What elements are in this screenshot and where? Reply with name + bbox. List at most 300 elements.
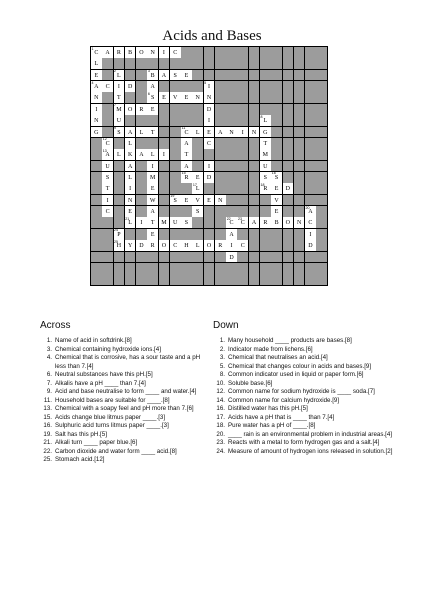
clue-text: Common name for sodium hydroxide is ____ soda.[7]	[228, 388, 375, 395]
cell-letter: E	[150, 231, 155, 238]
clue-text: Acid and base neutralise to form ____ and water.[4]	[55, 388, 197, 395]
blocked-cell	[294, 104, 305, 115]
grid-cell	[204, 161, 215, 172]
blocked-cell	[305, 138, 316, 149]
blocked-cell	[215, 206, 226, 217]
cell-letter: M	[149, 174, 156, 181]
cell-letter: O	[285, 220, 291, 227]
grid-cell	[102, 183, 113, 194]
blocked-cell	[226, 195, 237, 206]
blocked-cell	[283, 252, 294, 263]
grid-cell	[181, 195, 192, 206]
blocked-cell	[170, 252, 181, 263]
blocked-cell	[305, 70, 316, 81]
clue-text: ____ rain is an environmental problem in industrial areas.[4]	[228, 430, 393, 438]
grid-cell	[159, 240, 170, 251]
blocked-cell	[249, 115, 263, 126]
grid-cell	[204, 240, 215, 251]
grid-cell	[114, 47, 125, 58]
blocked-cell	[215, 70, 226, 81]
grid-cell	[215, 195, 226, 206]
clue-num: 14.	[216, 396, 225, 404]
blocked-cell	[316, 217, 327, 228]
cell-letter: A	[308, 209, 313, 216]
across-clue	[40, 422, 210, 431]
clue-number: 25	[114, 240, 119, 244]
blocked-cell	[170, 229, 181, 240]
clue-num: 5.	[219, 362, 225, 370]
across-clues	[40, 320, 210, 465]
grid-cell	[260, 115, 271, 126]
blocked-cell	[305, 274, 316, 285]
cell-letter: C	[105, 84, 110, 91]
blocked-cell	[305, 252, 316, 263]
blocked-cell	[226, 206, 237, 217]
blocked-cell	[125, 70, 136, 81]
cell-letter: R	[116, 50, 121, 56]
blocked-cell	[181, 206, 192, 217]
cell-letter: S	[173, 197, 177, 204]
blocked-cell	[170, 172, 181, 183]
blocked-cell	[215, 149, 226, 160]
blocked-cell	[91, 229, 102, 240]
blocked-cell	[102, 58, 113, 69]
blocked-cell	[170, 274, 181, 285]
blocked-cell	[170, 104, 181, 115]
grid-cell	[114, 149, 125, 160]
blocked-cell	[125, 229, 136, 240]
blocked-cell	[226, 47, 237, 58]
grid-cell	[170, 47, 181, 58]
blocked-cell	[136, 81, 147, 92]
grid-cell	[91, 92, 102, 103]
grid-cell	[271, 195, 282, 206]
blocked-cell	[91, 206, 102, 217]
blocked-cell	[91, 252, 102, 263]
blocked-cell	[316, 92, 327, 103]
grid-cell	[125, 138, 136, 149]
clue-num: 3.	[46, 345, 52, 353]
cell-letter: N	[251, 129, 257, 136]
down-clues	[213, 320, 393, 456]
blocked-cell	[102, 229, 113, 240]
cell-letter: L	[195, 243, 200, 250]
cell-letter: S	[117, 129, 121, 136]
grid-cell	[91, 47, 102, 58]
blocked-cell	[114, 183, 125, 194]
blocked-cell	[125, 92, 136, 103]
blocked-cell	[136, 70, 147, 81]
cell-letter: T	[263, 140, 268, 147]
grid-cell	[147, 217, 158, 228]
cell-letter: M	[161, 220, 167, 227]
blocked-cell	[159, 104, 170, 115]
blocked-cell	[226, 274, 237, 285]
cell-letter: A	[150, 84, 155, 91]
across-clue	[40, 371, 210, 380]
grid-cell	[114, 127, 125, 138]
cell-letter: E	[207, 129, 211, 136]
clue-number: 12	[102, 137, 107, 142]
clue-text: Chemical that is corrosive, has a sour taste and a pH less than 7.[4]	[55, 354, 201, 370]
clue-text: Reacts with a metal to form hydrogen gas and a salt.[4]	[228, 439, 380, 446]
clue-number: 19	[170, 194, 175, 199]
blocked-cell	[316, 81, 327, 92]
blocked-cell	[316, 206, 327, 217]
clue-num: 20.	[216, 430, 225, 438]
blocked-cell	[192, 115, 203, 126]
clue-text: Indicator made from lichens.[6]	[228, 345, 313, 353]
cell-letter: E	[184, 197, 189, 204]
blocked-cell	[215, 161, 226, 172]
blocked-cell	[283, 149, 294, 160]
clue-number: 11	[181, 126, 186, 131]
blocked-cell	[260, 58, 271, 69]
grid-cell	[305, 240, 316, 251]
blocked-cell	[271, 161, 282, 172]
blocked-cell	[283, 115, 294, 126]
grid-cell	[114, 70, 125, 81]
grid-cell	[192, 240, 203, 251]
blocked-cell	[91, 138, 102, 149]
clue-num: 7.	[46, 379, 52, 387]
blocked-cell	[215, 274, 226, 285]
clue-text: Acids change blue litmus paper ____.[3]	[55, 413, 166, 421]
clue-num: 11.	[43, 396, 52, 404]
cell-letter: E	[150, 186, 155, 193]
grid-cell	[147, 92, 158, 103]
grid-cell	[260, 149, 271, 160]
blocked-cell	[249, 183, 260, 194]
clue-text: Common indicator used in liquid or paper form.[6]	[228, 371, 364, 378]
blocked-cell	[204, 58, 215, 69]
grid-cell	[181, 240, 192, 251]
blocked-cell	[271, 127, 282, 138]
blocked-cell	[192, 252, 203, 263]
cell-letter: K	[127, 152, 133, 159]
blocked-cell	[159, 172, 170, 183]
blocked-cell	[305, 263, 316, 274]
cell-letter: I	[117, 84, 120, 91]
blocked-cell	[170, 115, 181, 126]
blocked-cell	[181, 252, 192, 263]
blocked-cell	[226, 183, 237, 194]
blocked-cell	[159, 252, 170, 263]
blocked-cell	[249, 252, 260, 263]
grid-cell	[237, 127, 248, 138]
blocked-cell	[283, 240, 294, 251]
cell-letter: N	[94, 118, 99, 125]
blocked-cell	[114, 172, 125, 183]
blocked-cell	[192, 81, 203, 92]
clue-num: 19.	[43, 430, 52, 438]
cell-letter: C	[173, 243, 178, 250]
across-clue	[40, 448, 210, 457]
blocked-cell	[294, 115, 305, 126]
cell-letter: N	[206, 95, 212, 102]
cell-letter: B	[128, 50, 133, 56]
blocked-cell	[170, 58, 181, 69]
blocked-cell	[237, 274, 248, 285]
cell-letter: A	[184, 140, 189, 147]
grid-cell	[249, 127, 260, 138]
blocked-cell	[159, 138, 170, 149]
cell-letter: R	[139, 106, 144, 113]
blocked-cell	[102, 240, 113, 251]
clue-num: 10.	[216, 379, 225, 387]
blocked-cell	[237, 81, 248, 92]
across-heading: Across	[40, 320, 71, 331]
cell-letter: A	[161, 72, 167, 79]
cell-letter: C	[184, 129, 189, 136]
cell-letter: C	[105, 209, 110, 216]
blocked-cell	[114, 263, 125, 274]
blocked-cell	[204, 263, 215, 274]
cell-letter: E	[274, 209, 279, 216]
blocked-cell	[125, 274, 136, 285]
grid-cell	[114, 104, 125, 115]
blocked-cell	[283, 47, 294, 58]
blocked-cell	[192, 58, 203, 69]
cell-letter: S	[150, 95, 155, 102]
clue-text: Soluble base.[6]	[228, 379, 273, 387]
clue-num: 15.	[43, 413, 52, 421]
blocked-cell	[91, 183, 102, 194]
cell-letter: R	[150, 243, 155, 250]
cell-letter: H	[184, 243, 189, 250]
cell-letter: E	[184, 72, 189, 79]
grid-cell	[204, 138, 215, 149]
blocked-cell	[102, 274, 113, 285]
grid-cell	[125, 81, 136, 92]
blocked-cell	[237, 47, 248, 58]
clue-num: 21.	[43, 439, 52, 446]
grid-cell	[125, 47, 136, 58]
grid-cell	[204, 127, 215, 138]
blocked-cell	[204, 217, 215, 228]
blocked-cell	[102, 127, 113, 138]
cell-letter: M	[262, 152, 268, 159]
clue-number: 21	[125, 217, 130, 221]
down-clue	[213, 448, 393, 457]
blocked-cell	[283, 127, 294, 138]
cell-letter: D	[206, 106, 212, 113]
blocked-cell	[159, 58, 170, 69]
grid-cell	[125, 149, 136, 160]
grid-cell	[114, 229, 125, 240]
cell-letter: C	[173, 50, 178, 56]
blocked-cell	[316, 127, 327, 138]
grid-cell	[125, 195, 136, 206]
grid-cell	[226, 217, 237, 228]
blocked-cell	[249, 274, 260, 285]
blocked-cell	[271, 252, 282, 263]
grid-cell	[294, 217, 305, 228]
blocked-cell	[114, 206, 125, 217]
grid-cell	[181, 161, 192, 172]
grid-cell	[215, 127, 226, 138]
grid-cell	[147, 229, 158, 240]
grid-cell	[204, 195, 215, 206]
grid-cell	[237, 217, 248, 228]
cell-letter: V	[274, 197, 279, 204]
blocked-cell	[237, 161, 248, 172]
clue-text: Chemical with a soapy feel and pH more than 7.[6]	[55, 405, 194, 412]
cell-letter: O	[206, 243, 212, 250]
grid-cell	[125, 172, 136, 183]
grid-cell	[147, 149, 158, 160]
cell-letter: C	[240, 243, 245, 250]
blocked-cell	[181, 115, 192, 126]
blocked-cell	[125, 115, 136, 126]
cell-letter: I	[207, 118, 210, 125]
clue-text: Chemical that neutralises an acid.[4]	[228, 354, 328, 361]
blocked-cell	[204, 47, 215, 58]
blocked-cell	[91, 195, 102, 206]
blocked-cell	[181, 104, 192, 115]
cell-letter: N	[229, 129, 234, 136]
blocked-cell	[114, 195, 125, 206]
grid-cell	[125, 104, 136, 115]
cell-letter: A	[251, 220, 257, 227]
grid-cell	[147, 70, 158, 81]
cell-letter: L	[150, 152, 155, 159]
blocked-cell	[249, 161, 260, 172]
blocked-cell	[283, 92, 294, 103]
blocked-cell	[170, 206, 181, 217]
blocked-cell	[237, 195, 248, 206]
grid-cell	[102, 149, 113, 160]
grid-cell	[181, 138, 192, 149]
grid-cell	[271, 206, 282, 217]
blocked-cell	[283, 81, 294, 92]
blocked-cell	[249, 195, 260, 206]
clue-number: 20	[305, 206, 310, 210]
clue-number: 9	[114, 126, 117, 131]
blocked-cell	[260, 195, 271, 206]
blocked-cell	[226, 81, 237, 92]
blocked-cell	[237, 115, 248, 126]
grid-cell	[114, 115, 125, 126]
clue-number: 4	[91, 81, 94, 85]
cell-letter: U	[116, 118, 122, 125]
cell-letter: C	[240, 220, 245, 227]
down-heading: Down	[213, 320, 239, 331]
cell-letter: T	[150, 220, 155, 227]
cell-letter: E	[128, 209, 132, 216]
blocked-cell	[215, 252, 226, 263]
blocked-cell	[271, 47, 282, 58]
clue-num: 8.	[219, 371, 225, 378]
cell-letter: L	[94, 61, 99, 68]
grid-cell	[283, 183, 294, 194]
blocked-cell	[215, 115, 226, 126]
blocked-cell	[237, 263, 248, 274]
blocked-cell	[114, 161, 125, 172]
blocked-cell	[192, 229, 203, 240]
blocked-cell	[226, 92, 237, 103]
blocked-cell	[136, 195, 147, 206]
grid-cell	[181, 70, 192, 81]
blocked-cell	[159, 263, 170, 274]
clue-text: Alkali turn ____ paper blue.[6]	[55, 439, 138, 446]
blocked-cell	[226, 104, 237, 115]
blocked-cell	[181, 263, 192, 274]
blocked-cell	[226, 161, 237, 172]
grid-cell	[170, 70, 181, 81]
blocked-cell	[294, 240, 305, 251]
grid-cell	[181, 217, 192, 228]
cell-letter: V	[195, 197, 200, 204]
blocked-cell	[181, 229, 192, 240]
clue-number: 17	[192, 183, 197, 187]
grid-cell	[204, 92, 215, 103]
blocked-cell	[192, 263, 203, 274]
down-clue	[213, 337, 393, 346]
down-clue	[213, 354, 393, 363]
blocked-cell	[147, 263, 158, 274]
blocked-cell	[294, 274, 305, 285]
blocked-cell	[305, 183, 316, 194]
grid-cell	[114, 240, 125, 251]
blocked-cell	[305, 47, 316, 58]
blocked-cell	[305, 195, 316, 206]
blocked-cell	[159, 274, 170, 285]
grid-cell	[181, 92, 192, 103]
clue-number: 16	[271, 171, 276, 176]
cell-letter: R	[218, 243, 223, 250]
blocked-cell	[271, 229, 282, 240]
cell-letter: L	[263, 118, 268, 125]
blocked-cell	[294, 161, 305, 172]
blocked-cell	[283, 274, 294, 285]
blocked-cell	[249, 70, 260, 81]
blocked-cell	[226, 149, 237, 160]
blocked-cell	[249, 81, 260, 92]
blocked-cell	[114, 252, 125, 263]
cell-letter: R	[184, 174, 189, 181]
cell-letter: R	[263, 220, 268, 227]
cell-letter: L	[139, 129, 144, 136]
cell-letter: S	[196, 209, 200, 216]
clue-number: 18	[260, 183, 265, 187]
blocked-cell	[316, 161, 327, 172]
blocked-cell	[159, 195, 170, 206]
blocked-cell	[260, 263, 271, 274]
grid-cell	[136, 47, 147, 58]
down-clue-list	[213, 337, 393, 456]
cell-letter: G	[263, 129, 268, 136]
grid-cell	[283, 217, 294, 228]
blocked-cell	[204, 149, 215, 160]
cell-letter: L	[195, 186, 200, 193]
blocked-cell	[305, 127, 316, 138]
blocked-cell	[283, 206, 294, 217]
cell-letter: A	[105, 50, 110, 56]
blocked-cell	[125, 252, 136, 263]
cell-letter: E	[162, 95, 166, 102]
cell-letter: L	[117, 152, 121, 159]
clue-num: 23.	[216, 439, 225, 446]
blocked-cell	[102, 217, 113, 228]
blocked-cell	[181, 58, 192, 69]
grid-cell	[170, 195, 181, 206]
grid-cell	[125, 127, 136, 138]
blocked-cell	[294, 149, 305, 160]
grid-cell	[102, 138, 113, 149]
grid-cell	[114, 92, 125, 103]
blocked-cell	[147, 252, 158, 263]
